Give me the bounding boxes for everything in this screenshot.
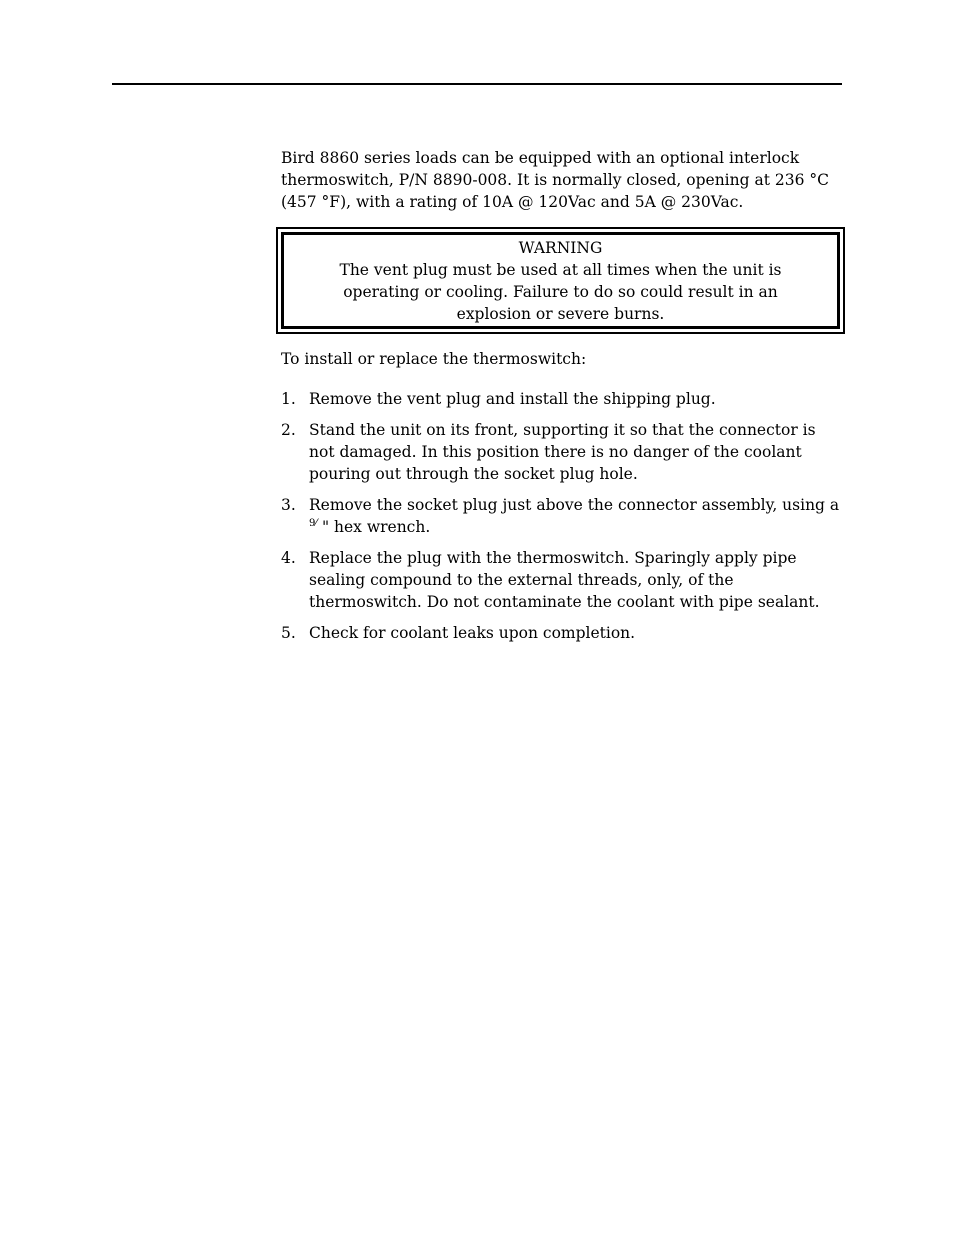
page-content xyxy=(281,147,843,653)
step-text-part: Remove the socket plug just above the connector assembly, using a xyxy=(309,496,840,514)
list-item xyxy=(281,388,843,410)
list-item xyxy=(281,419,843,485)
steps-list xyxy=(281,388,843,644)
step-text: Stand the unit on its front, supporting it so that the connector is not damaged. In this position there is no danger of the coolant pouring out through the socket plug hole. xyxy=(309,421,816,483)
warning-inner-frame xyxy=(281,232,840,329)
list-item xyxy=(281,494,843,538)
step-text: Remove the vent plug and install the shipping plug. xyxy=(309,390,716,408)
intro-paragraph: Bird 8860 series loads can be equipped with an optional interlock thermoswitch, P/N 8890-008. It is normally closed, opening at 236 °C (457 °F), with a rating of 10A @ 120Vac and 5A @ 230Vac. xyxy=(281,149,829,211)
warning-title: WARNING xyxy=(518,239,603,257)
warning-box xyxy=(276,227,845,334)
step-text xyxy=(309,494,843,538)
list-item xyxy=(281,547,843,613)
list-item xyxy=(281,622,843,644)
warning-body: The vent plug must be used at all times when the unit is operating or cooling. Failure to do so could result in an explosion or severe burns. xyxy=(339,261,782,323)
step-text: Check for coolant leaks upon completion. xyxy=(309,624,636,642)
step-text-part: " hex wrench. xyxy=(317,518,431,536)
step-number: 5. xyxy=(281,624,296,642)
step-number: 4. xyxy=(281,549,296,567)
step-number: 3. xyxy=(281,496,296,514)
step-text: Replace the plug with the thermoswitch. Sparingly apply pipe sealing compound to the external threads, only, of the thermoswitch. Do not contaminate the coolant with pipe sealant. xyxy=(309,549,820,611)
steps-lead: To install or replace the thermoswitch: xyxy=(281,350,587,368)
header-rule xyxy=(112,83,842,85)
step-number: 2. xyxy=(281,421,296,439)
fraction-symbol: 9⁄ xyxy=(309,517,318,529)
step-number: 1. xyxy=(281,390,296,408)
